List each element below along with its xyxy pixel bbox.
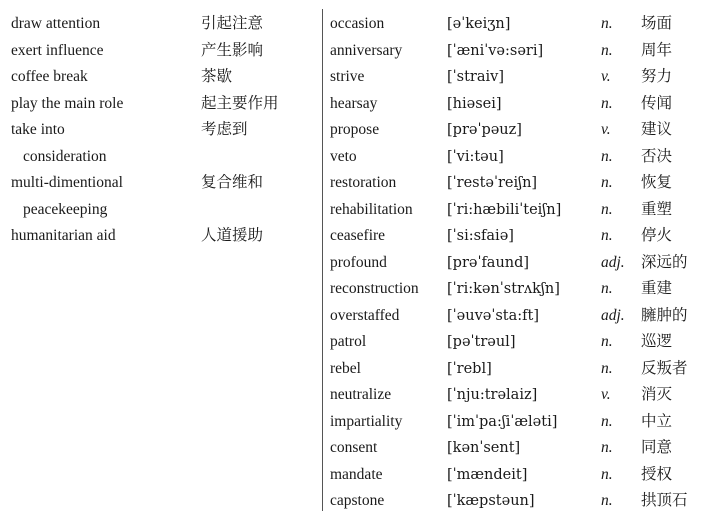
vocab-row bbox=[330, 462, 705, 489]
vocab-word: veto bbox=[330, 147, 357, 165]
vocab-row bbox=[330, 117, 705, 144]
vocab-pronunciation: [ˈmændeit] bbox=[447, 466, 528, 483]
vocab-word: profound bbox=[330, 253, 387, 271]
vocab-word: patrol bbox=[330, 333, 367, 350]
vocab-row bbox=[330, 356, 705, 383]
phrase-list bbox=[11, 11, 311, 250]
vocab-row bbox=[330, 223, 705, 250]
vocab-word: capstone bbox=[330, 492, 385, 509]
phrase-english: multi-dimentional bbox=[11, 174, 123, 191]
vocab-word: anniversary bbox=[330, 41, 403, 59]
vocab-part-of-speech: n. bbox=[601, 227, 613, 244]
vocab-chinese: 否决 bbox=[641, 147, 673, 165]
phrase-english: take into bbox=[11, 121, 65, 138]
phrase-row bbox=[11, 91, 311, 118]
vocab-chinese: 恢复 bbox=[641, 174, 673, 191]
vocab-chinese: 周年 bbox=[641, 41, 673, 59]
phrase-english: humanitarian aid bbox=[11, 227, 116, 244]
phrase-english-continued: consideration bbox=[23, 147, 107, 165]
vocab-pronunciation: [ˈæniˈvə:səri] bbox=[447, 42, 544, 59]
phrase-chinese: 起主要作用 bbox=[201, 94, 279, 112]
vocab-pronunciation: [pəˈtrəul] bbox=[447, 334, 516, 350]
phrase-chinese: 引起注意 bbox=[201, 15, 264, 32]
vocab-row bbox=[330, 382, 705, 409]
phrase-chinese: 考虑到 bbox=[201, 121, 248, 138]
vocab-word: strive bbox=[330, 68, 365, 85]
vocab-chinese: 重塑 bbox=[641, 200, 673, 218]
vocabulary-list bbox=[330, 11, 705, 515]
vocab-word: ceasefire bbox=[330, 227, 386, 244]
vocab-pronunciation: [ˈri:kənˈstrʌkʃn] bbox=[447, 281, 560, 297]
phrase-chinese: 茶歇 bbox=[201, 68, 233, 85]
phrase-row bbox=[11, 11, 311, 38]
phrase-row bbox=[11, 64, 311, 91]
vocab-part-of-speech: n. bbox=[601, 492, 613, 509]
vocab-pronunciation: [ˈrestəˈreiʃn] bbox=[447, 175, 538, 191]
vocab-part-of-speech: n. bbox=[601, 439, 613, 456]
vocab-chinese: 拱顶石 bbox=[641, 492, 688, 509]
vocab-word: overstaffed bbox=[330, 306, 400, 324]
vocab-word: consent bbox=[330, 439, 378, 456]
vocab-word: rehabilitation bbox=[330, 200, 413, 218]
vocab-word: propose bbox=[330, 121, 380, 138]
phrase-chinese: 产生影响 bbox=[201, 41, 264, 59]
vocab-pronunciation: [hiəsei] bbox=[447, 95, 502, 112]
vocab-pronunciation: [ˈəuvəˈsta:ft] bbox=[447, 307, 539, 324]
vocab-pronunciation: [əˈkeiʒn] bbox=[447, 16, 511, 32]
vocab-pronunciation: [ˈstraiv] bbox=[447, 69, 504, 85]
vocab-chinese: 臃肿的 bbox=[641, 306, 688, 324]
vocab-row bbox=[330, 197, 705, 224]
vocab-part-of-speech: adj. bbox=[601, 306, 625, 324]
phrase-english: draw attention bbox=[11, 15, 101, 32]
phrase-english: coffee break bbox=[11, 68, 88, 85]
vocab-chinese: 深远的 bbox=[641, 253, 688, 271]
phrase-english: exert influence bbox=[11, 41, 104, 59]
phrase-chinese: 复合维和 bbox=[201, 174, 264, 191]
vocab-part-of-speech: n. bbox=[601, 15, 613, 32]
phrase-row bbox=[11, 38, 311, 65]
vocab-chinese: 场面 bbox=[641, 15, 673, 32]
vocab-row bbox=[330, 329, 705, 356]
vocab-row bbox=[330, 488, 705, 515]
phrase-english: play the main role bbox=[11, 94, 124, 112]
vocab-row bbox=[330, 435, 705, 462]
vocab-row bbox=[330, 170, 705, 197]
phrase-row bbox=[11, 223, 311, 250]
vocab-chinese: 传闻 bbox=[641, 94, 673, 112]
vocab-chinese: 努力 bbox=[641, 68, 673, 85]
vocab-part-of-speech: n. bbox=[601, 359, 613, 377]
vocab-part-of-speech: n. bbox=[601, 41, 613, 59]
phrase-row bbox=[11, 170, 311, 197]
vocab-pronunciation: [kənˈsent] bbox=[447, 440, 521, 456]
phrase-chinese: 人道援助 bbox=[201, 227, 264, 244]
vocab-pronunciation: [ˈimˈpa:ʃiˈæləti] bbox=[447, 413, 558, 430]
vocab-row bbox=[330, 303, 705, 330]
vocab-part-of-speech: v. bbox=[601, 68, 611, 85]
vocab-pronunciation: [ˈrebl] bbox=[447, 360, 492, 377]
vocab-word: restoration bbox=[330, 174, 397, 191]
vocab-row bbox=[330, 64, 705, 91]
vocab-row bbox=[330, 409, 705, 436]
vocab-chinese: 停火 bbox=[641, 227, 673, 244]
vocab-chinese: 授权 bbox=[641, 465, 673, 483]
vocab-word: hearsay bbox=[330, 94, 378, 112]
vocab-chinese: 巡逻 bbox=[641, 333, 673, 350]
vocab-pronunciation: [ˈri:hæbiliˈteiʃn] bbox=[447, 201, 562, 218]
vocab-pronunciation: [ˈkæpstəun] bbox=[447, 493, 535, 509]
vocab-chinese: 反叛者 bbox=[641, 359, 688, 377]
vocab-chinese: 重建 bbox=[641, 280, 673, 297]
phrase-row-continuation bbox=[11, 197, 311, 224]
vocab-word: occasion bbox=[330, 15, 385, 32]
vocab-part-of-speech: n. bbox=[601, 94, 613, 112]
vocab-row bbox=[330, 250, 705, 277]
vocab-part-of-speech: n. bbox=[601, 280, 613, 297]
vocab-part-of-speech: n. bbox=[601, 412, 613, 430]
vocab-part-of-speech: n. bbox=[601, 147, 613, 165]
vocab-word: mandate bbox=[330, 465, 383, 483]
vocab-chinese: 中立 bbox=[641, 412, 673, 430]
phrase-row-continuation bbox=[11, 144, 311, 171]
phrase-row bbox=[11, 117, 311, 144]
vocab-part-of-speech: n. bbox=[601, 200, 613, 218]
vocab-part-of-speech: n. bbox=[601, 333, 613, 350]
phrase-english-continued: peacekeeping bbox=[23, 200, 108, 218]
vocab-pronunciation: [ˈvi:təu] bbox=[447, 148, 504, 165]
vocab-part-of-speech: adj. bbox=[601, 253, 625, 271]
vocab-chinese: 消灭 bbox=[641, 386, 673, 403]
vocab-pronunciation: [ˈsi:sfaiə] bbox=[447, 228, 514, 244]
vocab-pronunciation: [prəˈfaund] bbox=[447, 254, 530, 271]
vocab-part-of-speech: n. bbox=[601, 465, 613, 483]
vocab-part-of-speech: v. bbox=[601, 121, 611, 138]
vocab-part-of-speech: n. bbox=[601, 174, 613, 191]
vocab-row bbox=[330, 144, 705, 171]
vocab-word: reconstruction bbox=[330, 280, 419, 297]
vocab-row bbox=[330, 38, 705, 65]
vocab-row bbox=[330, 276, 705, 303]
vocab-chinese: 建议 bbox=[641, 121, 673, 138]
column-divider bbox=[322, 9, 323, 511]
vocab-pronunciation: [prəˈpəuz] bbox=[447, 122, 522, 138]
vocab-row bbox=[330, 91, 705, 118]
vocab-row bbox=[330, 11, 705, 38]
vocab-word: rebel bbox=[330, 359, 361, 377]
vocab-word: impartiality bbox=[330, 412, 403, 430]
vocab-part-of-speech: v. bbox=[601, 386, 611, 403]
vocab-word: neutralize bbox=[330, 386, 392, 403]
vocab-pronunciation: [ˈnju:trəlaiz] bbox=[447, 387, 538, 403]
vocab-chinese: 同意 bbox=[641, 439, 673, 456]
